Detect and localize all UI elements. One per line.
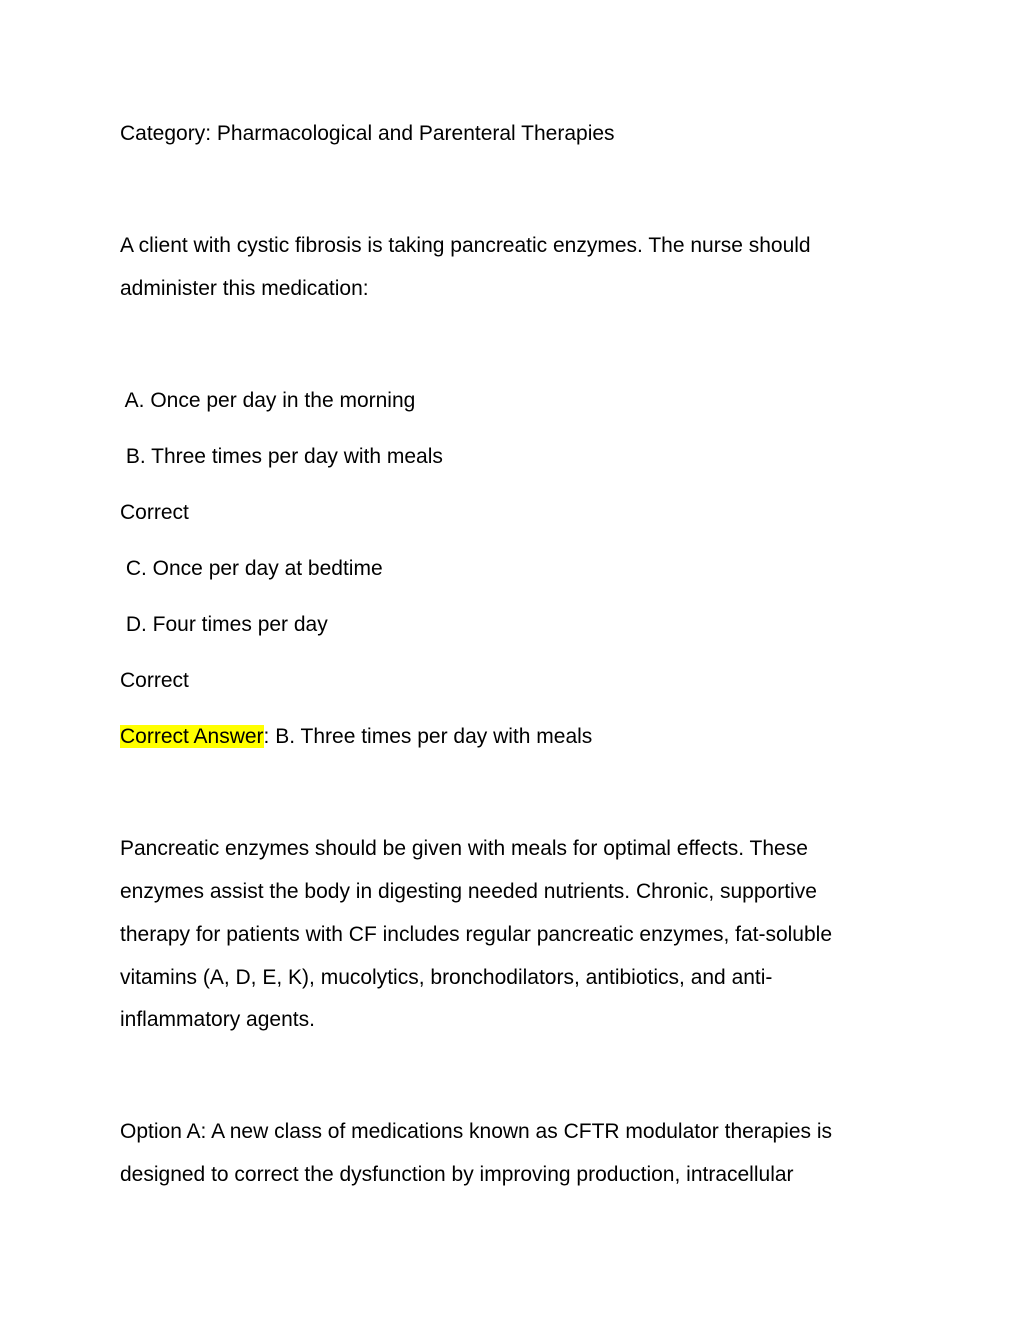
option-b: B. Three times per day with meals bbox=[120, 445, 443, 468]
explanation-line: therapy for patients with CF includes regular pancreatic enzymes, fat-soluble bbox=[120, 923, 833, 946]
correct-marker: Correct bbox=[120, 501, 189, 524]
explanation-line: inflammatory agents. bbox=[120, 1008, 315, 1031]
question-line-1: A client with cystic fibrosis is taking pancreatic enzymes. The nurse should bbox=[120, 234, 811, 257]
correct-answer-text: : B. Three times per day with meals bbox=[263, 725, 593, 748]
question-line-2: administer this medication: bbox=[120, 277, 369, 300]
correct-marker: Correct bbox=[120, 669, 189, 692]
correct-answer-label: Correct Answer bbox=[120, 725, 264, 748]
correct-answer-line bbox=[120, 724, 592, 750]
explanation-line: Pancreatic enzymes should be given with meals for optimal effects. These bbox=[120, 837, 808, 860]
option-c: C. Once per day at bedtime bbox=[120, 557, 383, 580]
option-a-rationale-line: Option A: A new class of medications known as CFTR modulator therapies is bbox=[120, 1120, 833, 1143]
option-a: A. Once per day in the morning bbox=[120, 389, 416, 412]
category-line: Category: Pharmacological and Parenteral Therapies bbox=[120, 122, 615, 145]
option-d: D. Four times per day bbox=[120, 613, 328, 636]
explanation-line: vitamins (A, D, E, K), mucolytics, bronchodilators, antibiotics, and anti- bbox=[120, 966, 773, 989]
option-a-rationale-line: designed to correct the dysfunction by improving production, intracellular bbox=[120, 1163, 794, 1186]
explanation-line: enzymes assist the body in digesting needed nutrients. Chronic, supportive bbox=[120, 880, 817, 903]
